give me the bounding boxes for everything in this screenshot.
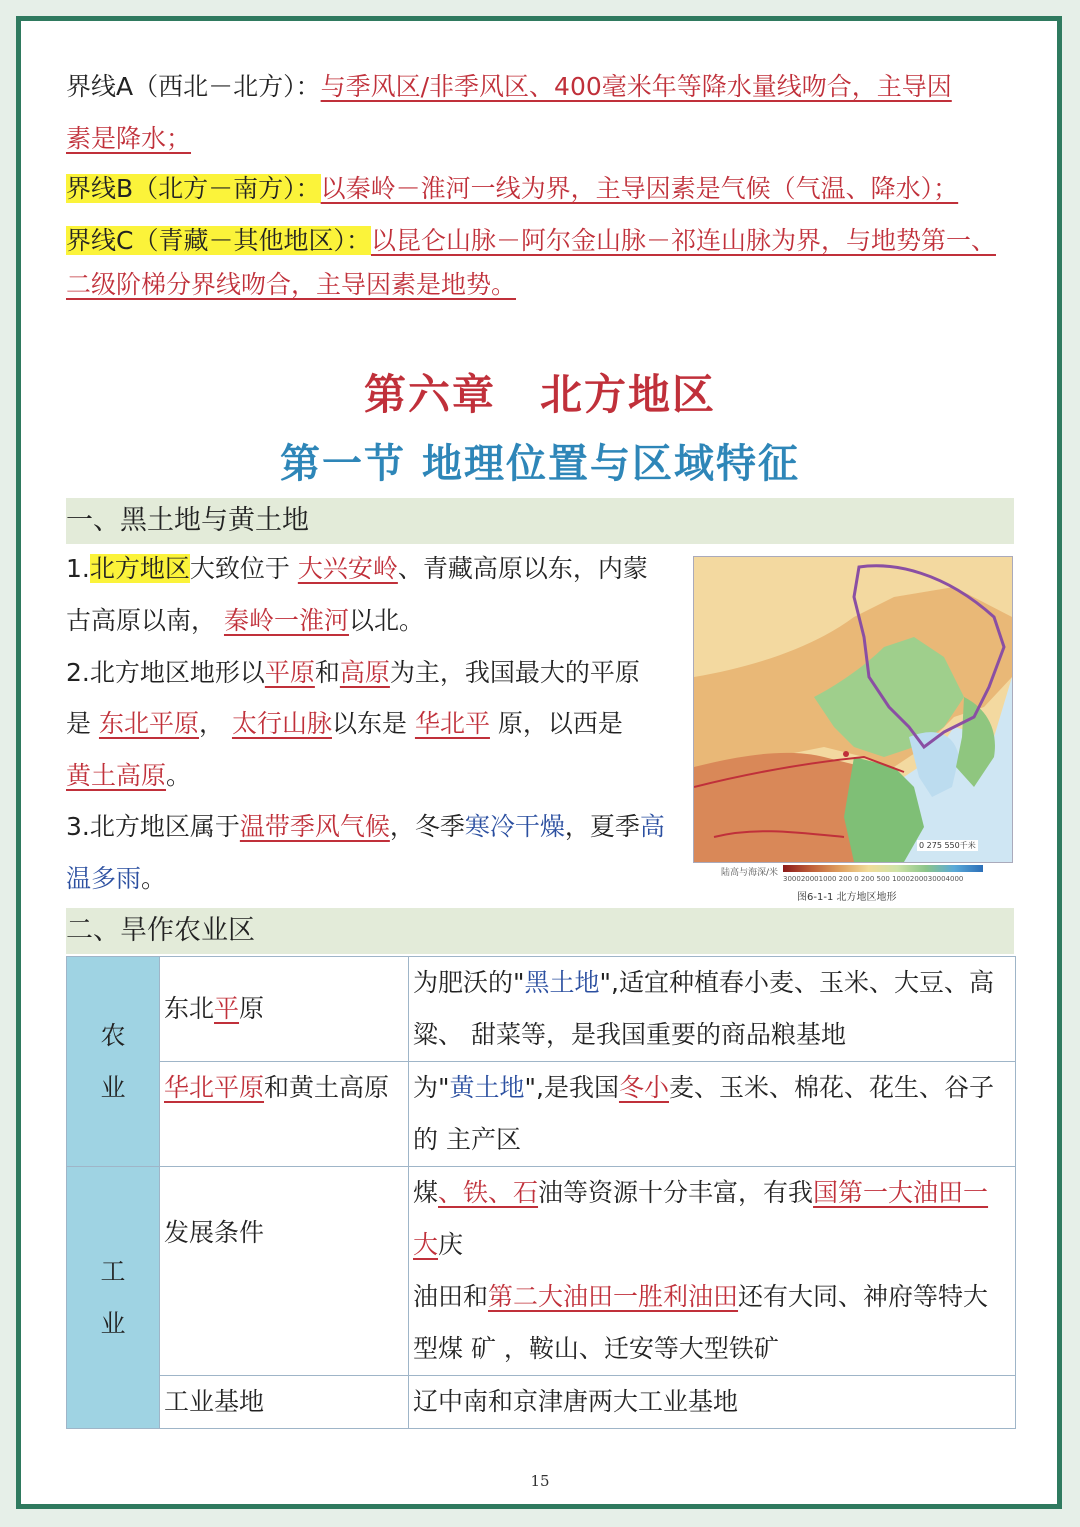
boundary-line-b: 界线B（北方－南方）：以秦岭－淮河一线为界，主导因素是气候（气温、降水）；: [66, 174, 959, 203]
map-graphic: [694, 557, 1012, 862]
section-title: 第一节 地理位置与区域特征: [280, 440, 800, 487]
row-label-northeast-plain: 东北平原: [160, 957, 409, 1062]
row-content-industrial-bases: 辽中南和京津唐两大工业基地: [409, 1376, 1016, 1429]
paragraph-2-line-3: 黄土高原。: [66, 761, 192, 790]
paragraph-2-line-1: 2.北方地区地形以平原和高原为主，我国最大的平原: [66, 658, 640, 687]
category-industry: 工 业: [67, 1167, 160, 1429]
chapter-title: 第六章 北方地区: [363, 370, 716, 419]
page-number: 15: [530, 1472, 550, 1490]
agriculture-industry-table: [66, 956, 1016, 1429]
row-label-north-china-plain: 华北平原和黄土高原: [160, 1062, 409, 1167]
row-content-northeast-plain: 为肥沃的"黑土地",适宜种植春小麦、玉米、大豆、高 粱、 甜菜等，是我国重要的商品粮基地: [409, 957, 1016, 1062]
row-content-development-conditions: 煤、铁、石油等资源十分丰富，有我国第一大油田一 大庆 油田和第二大油田一胜利油田还有大同、神府等特大 型煤 矿 ，鞍山、迁安等大型铁矿: [409, 1167, 1016, 1376]
category-agriculture: 农 业: [67, 957, 160, 1167]
boundary-line-a: 界线A（西北－北方）：与季风区/非季风区、400毫米年等降水量线吻合，主导因: [66, 72, 952, 101]
paragraph-3-line-1: 3.北方地区属于温带季风气候，冬季寒冷干燥，夏季高: [66, 812, 665, 841]
map-caption: 图6-1-1 北方地区地形: [797, 892, 897, 903]
paragraph-1-line-1: 1.北方地区大致位于 大兴安岭、青藏高原以东，内蒙: [66, 554, 648, 583]
boundary-line-c-cont: 二级阶梯分界线吻合，主导因素是地势。: [66, 270, 517, 299]
paragraph-3-line-2: 温多雨。: [66, 864, 167, 893]
boundary-line-c: 界线C（青藏－其他地区）：以昆仑山脉－阿尔金山脉－祁连山脉为界，与地势第一、: [66, 226, 996, 255]
north-china-terrain-map: [693, 556, 1013, 863]
elevation-legend-bar: [783, 865, 983, 872]
table-row: [67, 1376, 1016, 1429]
table-row: [67, 1167, 1016, 1376]
row-label-development-conditions: 发展条件: [160, 1167, 409, 1376]
map-legend: 陆高与海深/米 300020001000 200 0 200 500 1000200030004000 图6-1-1 北方地区地形: [693, 863, 1011, 903]
section-heading-2: 二、旱作农业区: [66, 908, 1014, 954]
paragraph-2-line-2: 是 东北平原， 太行山脉以东是 华北平 原，以西是: [66, 709, 623, 738]
map-scale: 0 275 550千米: [919, 841, 976, 850]
section-heading-1: 一、黑土地与黄土地: [66, 498, 1014, 544]
paragraph-1-line-2: 古高原以南， 秦岭一淮河以北。: [66, 606, 424, 635]
table-row: [67, 957, 1016, 1062]
boundary-line-a-cont: 素是降水；: [66, 124, 192, 153]
table-row: [67, 1062, 1016, 1167]
row-label-industrial-bases: 工业基地: [160, 1376, 409, 1429]
row-content-north-china-plain: 为"黄土地",是我国冬小麦、玉米、棉花、花生、谷子 的 主产区: [409, 1062, 1016, 1167]
